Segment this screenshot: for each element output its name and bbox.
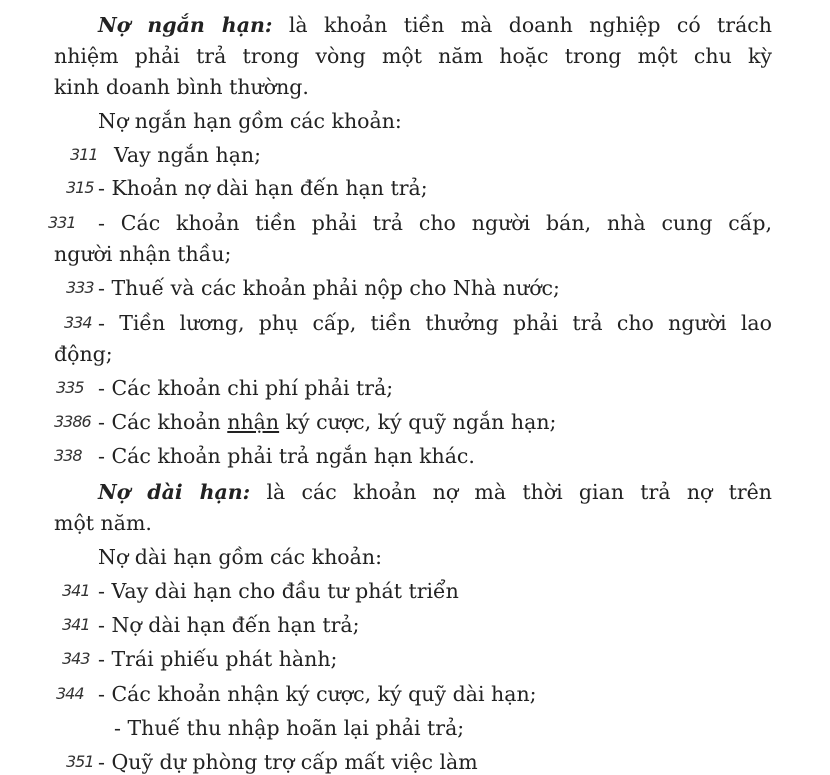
handwritten-code: 351 [66, 752, 94, 771]
handwritten-code: 338 [54, 446, 82, 465]
short-term-debt-term: Nợ ngắn hạn: [98, 13, 273, 37]
handwritten-code: 344 [56, 684, 84, 703]
short-item: - Các khoản chi phí phải trả; [98, 376, 394, 400]
long-term-definition-line-1 [54, 479, 772, 505]
long-term-debt-term: Nợ dài hạn: [98, 480, 251, 504]
handwritten-code: 311 [70, 145, 98, 164]
handwritten-code: 315 [66, 178, 94, 197]
short-item-continuation: động; [54, 342, 113, 366]
short-item: Vay ngắn hạn; [114, 143, 262, 167]
handwritten-code: 341 [62, 615, 90, 634]
long-item: - Các khoản nhận ký cược, ký quỹ dài hạn; [98, 682, 537, 706]
long-item: - Trái phiếu phát hành; [98, 647, 338, 671]
long-term-definition-text: là các khoản nợ mà thời gian trả nợ trên [250, 480, 772, 504]
long-item: - Thuế thu nhập hoãn lại phải trả; [114, 716, 465, 740]
long-term-intro: Nợ dài hạn gồm các khoản: [98, 545, 382, 569]
long-term-definition-line-2: một năm. [54, 511, 152, 535]
short-item: - Các khoản phải trả ngắn hạn khác. [98, 444, 475, 468]
handwritten-code: 333 [66, 278, 94, 297]
short-term-definition-line-2: nhiệm phải trả trong vòng một năm hoặc trong một chu kỳ [54, 44, 772, 68]
short-term-definition-line-1 [54, 12, 772, 38]
short-term-intro: Nợ ngắn hạn gồm các khoản: [98, 109, 402, 133]
long-item: - Quỹ dự phòng trợ cấp mất việc làm [98, 750, 478, 774]
short-item-text: ký cược, ký quỹ ngắn hạn; [279, 410, 557, 434]
short-item-text: - Các khoản [98, 410, 228, 434]
underlined-word: nhận [227, 410, 280, 434]
handwritten-code: 343 [62, 649, 90, 668]
short-item: - Tiền lương, phụ cấp, tiền thưởng phải trả cho người lao [98, 311, 772, 335]
short-item: - Thuế và các khoản phải nộp cho Nhà nước; [98, 276, 560, 300]
handwritten-code: 341 [62, 581, 90, 600]
short-term-definition-text: là khoản tiền mà doanh nghiệp có trách [272, 13, 772, 37]
handwritten-code: 331 [48, 213, 76, 232]
short-term-definition-line-3: kinh doanh bình thường. [54, 75, 309, 99]
long-item: - Vay dài hạn cho đầu tư phát triển [98, 579, 459, 603]
short-item [98, 409, 556, 435]
long-item: - Nợ dài hạn đến hạn trả; [98, 613, 360, 637]
handwritten-code: 335 [56, 378, 84, 397]
handwritten-code: 334 [64, 313, 92, 332]
handwritten-code: 3386 [54, 412, 91, 431]
short-item: - Khoản nợ dài hạn đến hạn trả; [98, 176, 428, 200]
short-item-continuation: người nhận thầu; [54, 242, 232, 266]
short-item: - Các khoản tiền phải trả cho người bán, nhà cung cấp, [98, 211, 772, 235]
